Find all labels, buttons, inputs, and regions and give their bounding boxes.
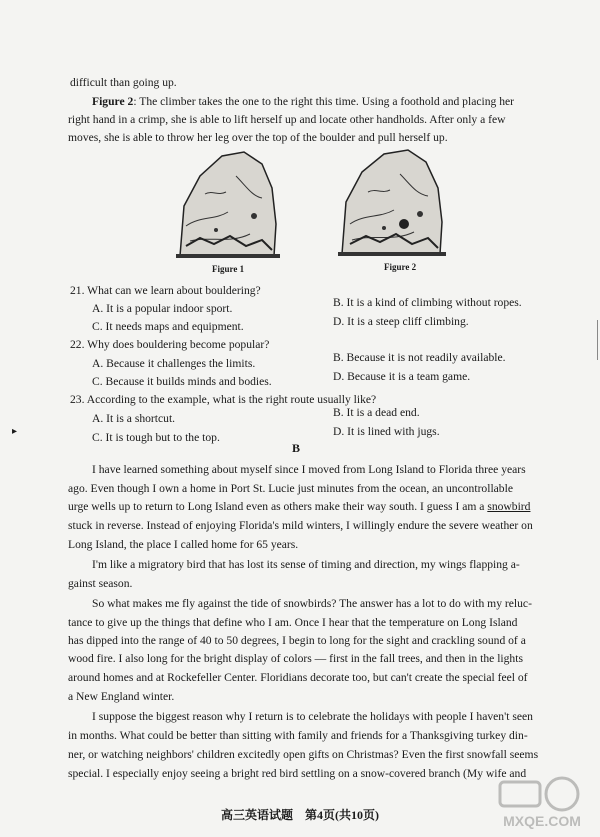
para1-line3 bbox=[68, 500, 530, 514]
question-21-option-b[interactable]: B. It is a kind of climbing without ropes. bbox=[333, 296, 522, 309]
question-23-option-b[interactable]: B. It is a dead end. bbox=[333, 406, 420, 419]
para1-line3-text: urge wells up to return to Long Island even as others make their way south. I guess I am a bbox=[68, 500, 488, 513]
para2-line2: gainst season. bbox=[68, 577, 133, 590]
para1-line5: Long Island, the place I called home for 65 years. bbox=[68, 538, 299, 551]
question-22-stem: 22. Why does bouldering become popular? bbox=[70, 338, 270, 351]
passage-a-line: difficult than going up. bbox=[70, 76, 177, 89]
para4-line1: I suppose the biggest reason why I return is to celebrate the holidays with people I haven't seen bbox=[92, 710, 533, 723]
figure2-label: Figure 2 bbox=[92, 95, 134, 108]
question-21-stem: 21. What can we learn about bouldering? bbox=[70, 284, 261, 297]
boulder-figure-1 bbox=[176, 152, 280, 258]
boulder-figure-2 bbox=[338, 150, 446, 256]
figure2-text: : The climber takes the one to the right this time. Using a foothold and placing her bbox=[133, 95, 515, 108]
para3-line1: So what makes me fly against the tide of snowbirds? The answer has a lot to do with my reluc- bbox=[92, 597, 532, 610]
para4-line2: in months. What could be better than sitting with family and friends for a Thanksgiving turkey din- bbox=[68, 729, 528, 742]
page-footer: 高三英语试题 第4页(共10页) bbox=[221, 808, 379, 822]
question-22-option-d[interactable]: D. Because it is a team game. bbox=[333, 370, 471, 383]
question-22-option-a[interactable]: A. Because it challenges the limits. bbox=[92, 357, 256, 370]
para1-line2: ago. Even though I own a home in Port St. Lucie just minutes from the ocean, an uncontrollable bbox=[68, 482, 513, 495]
margin-mark-icon: ▸ bbox=[12, 426, 18, 437]
boulder-figures bbox=[0, 146, 600, 276]
figure2-text-line2: right hand in a crimp, she is able to lift herself up and locate other handholds. After only a few bbox=[68, 113, 506, 126]
question-21-option-d[interactable]: D. It is a steep cliff climbing. bbox=[333, 315, 469, 328]
para3-line5: around homes and at Rockefeller Center. Floridians decorate too, but can't create the special feel of bbox=[68, 671, 528, 684]
snowbird-underlined: snowbird bbox=[487, 500, 531, 513]
figure1-caption: Figure 1 bbox=[212, 264, 245, 274]
figure2-text-line3: moves, she is able to throw her leg over the top of the boulder and pull herself up. bbox=[68, 131, 448, 144]
question-23-option-c[interactable]: C. It is tough but to the top. bbox=[92, 431, 220, 444]
question-21-option-c[interactable]: C. It needs maps and equipment. bbox=[92, 320, 244, 333]
question-22-option-c[interactable]: C. Because it builds minds and bodies. bbox=[92, 375, 272, 388]
figures-block bbox=[0, 146, 600, 276]
edge-mark bbox=[597, 320, 598, 360]
figure2-caption: Figure 2 bbox=[384, 262, 417, 272]
para1-line1: I have learned something about myself since I moved from Long Island to Florida three years bbox=[92, 463, 526, 476]
watermark-logo bbox=[492, 772, 592, 832]
para4-line4: special. I especially enjoy seeing a bright red bird settling on a snow-covered branch (My wife and bbox=[68, 767, 527, 780]
para3-line3: has dipped into the range of 40 to 50 degrees, I begin to long for the sight and crackling sound of a bbox=[68, 634, 526, 647]
question-23-option-a[interactable]: A. It is a shortcut. bbox=[92, 412, 176, 425]
para3-line2: tance to give up the things that define who I am. Once I hear that the temperature on Long Island bbox=[68, 616, 518, 629]
para1-line4: stuck in reverse. Instead of enjoying Florida's mild winters, I willingly endure the severe weather on bbox=[68, 519, 533, 532]
question-21-option-a[interactable]: A. It is a popular indoor sport. bbox=[92, 302, 233, 315]
para2-line1: I'm like a migratory bird that has lost its sense of timing and direction, my wings flapping a- bbox=[92, 558, 520, 571]
question-23-stem: 23. According to the example, what is the right route usually like? bbox=[70, 393, 377, 406]
watermark-text: MXQE.COM bbox=[503, 813, 581, 829]
question-23-option-d[interactable]: D. It is lined with jugs. bbox=[333, 425, 440, 438]
figure2-description bbox=[92, 95, 514, 109]
para4-line3: ner, or watching neighbors' children excitedly open gifts on Christmas? Even the first snowfall seems bbox=[68, 748, 539, 761]
section-b-heading: B bbox=[292, 441, 301, 455]
question-22-option-b[interactable]: B. Because it is not readily available. bbox=[333, 351, 506, 364]
para3-line6: a New England winter. bbox=[68, 690, 175, 703]
para3-line4: wood fire. I also long for the bright display of colors — first in the fall trees, and then in the lights bbox=[68, 652, 523, 665]
